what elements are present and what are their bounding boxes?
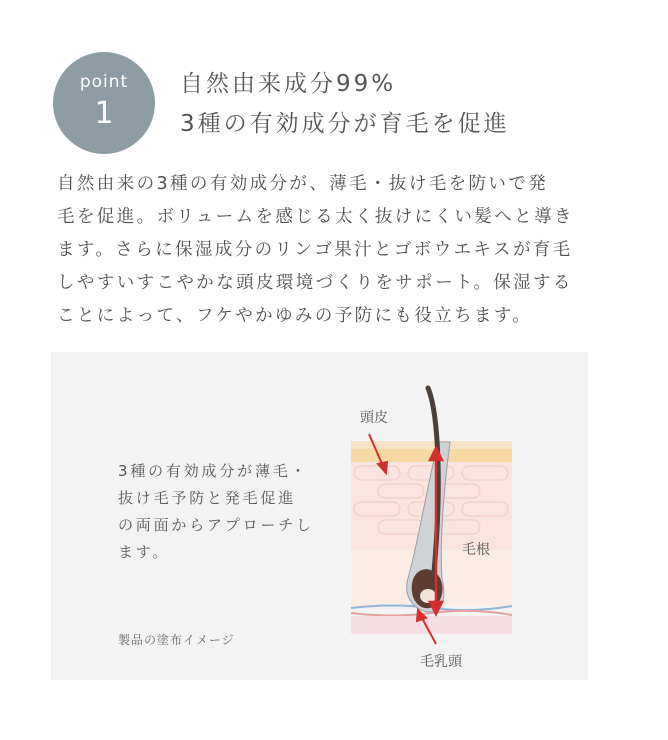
panel-line-2: 抜け毛予防と発毛促進 <box>118 489 297 507</box>
body-line-2: 毛を促進。ボリュームを感じる太く抜けにくい髪へと導き <box>57 207 574 227</box>
dermal-papilla-label: 毛乳頭 <box>420 654 462 670</box>
panel-line-3: の両面からアプローチし <box>118 516 314 534</box>
point-badge <box>53 52 155 154</box>
headline-line-1: 自然由来成分99% <box>180 71 397 97</box>
body-paragraph <box>57 168 617 333</box>
headline <box>180 64 510 144</box>
panel-description <box>118 458 314 566</box>
scalp-label: 頭皮 <box>360 410 388 426</box>
hair-root-label: 毛根 <box>462 542 490 558</box>
panel-line-4: ます。 <box>118 543 171 561</box>
panel-line-1: 3種の有効成分が薄毛・ <box>118 462 309 480</box>
body-line-3: ます。さらに保湿成分のリンゴ果汁とゴボウエキスが育毛 <box>57 240 573 260</box>
illustration-panel <box>51 352 588 680</box>
image-caption: 製品の塗布イメージ <box>118 633 235 647</box>
point-label: point <box>79 72 129 92</box>
point-number: 1 <box>94 96 114 131</box>
hair-follicle-diagram <box>342 382 552 674</box>
headline-line-2: 3種の有効成分が育毛を促進 <box>180 111 510 137</box>
base-layer <box>351 616 512 634</box>
body-line-1: 自然由来の3種の有効成分が、薄毛・抜け毛を防いで発 <box>57 174 549 194</box>
body-line-4: しやすいすこやかな頭皮環境づくりをサポート。保湿する <box>57 273 573 293</box>
body-line-5: ことによって、フケやかゆみの予防にも役立ちます。 <box>57 306 533 326</box>
